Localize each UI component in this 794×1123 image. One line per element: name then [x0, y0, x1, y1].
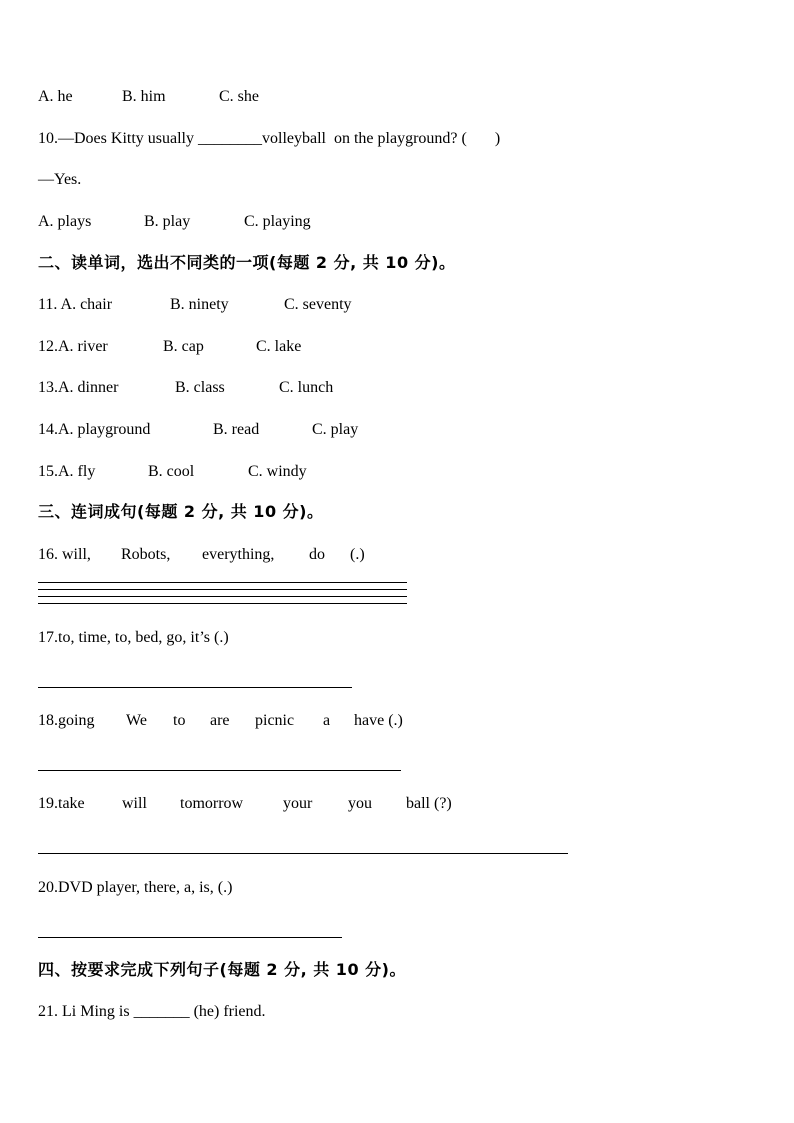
q10-question: 10.—Does Kitty usually ________volleyball on the playground? ( ) [38, 130, 501, 147]
q16-word: do [309, 546, 325, 563]
q12-option-c: C. lake [256, 338, 302, 355]
q10-answer: —Yes. [38, 171, 82, 188]
q19-word: your [283, 795, 313, 812]
q18-word: 18.going [38, 712, 95, 729]
q13-option-a: 13.A. dinner [38, 379, 119, 396]
section-2-title: 二、读单词，选出不同类的一项(每题 2 分, 共 10 分)。 [38, 253, 456, 272]
answer-line [38, 603, 407, 604]
answer-line [38, 589, 407, 590]
q18-word: to [173, 712, 186, 729]
q14-option-c: C. play [312, 421, 359, 438]
section-4-title: 四、按要求完成下列句子(每题 2 分, 共 10 分)。 [38, 960, 406, 979]
q16-word: 16. will, [38, 546, 91, 563]
q10-option-a: A. plays [38, 213, 92, 230]
q19-word: tomorrow [180, 795, 244, 812]
q9-option-c: C. she [219, 88, 259, 105]
q9-option-a: A. he [38, 88, 73, 105]
q15-option-c: C. windy [248, 463, 307, 480]
q14-option-a: 14.A. playground [38, 421, 151, 438]
q19-word: ball (?) [406, 795, 452, 812]
q15-option-b: B. cool [148, 463, 195, 480]
q13-option-b: B. class [175, 379, 225, 396]
q11-option-a: 11. A. chair [38, 296, 113, 313]
q14-option-b: B. read [213, 421, 260, 438]
q20-words: 20.DVD player, there, a, is, (.) [38, 879, 233, 896]
q15-option-a: 15.A. fly [38, 463, 96, 480]
q11-option-c: C. seventy [284, 296, 352, 313]
q9-option-b: B. him [122, 88, 166, 105]
q19-word: you [348, 795, 372, 812]
q19-word: 19.take [38, 795, 85, 812]
q16-word: everything, [202, 546, 275, 563]
q16-word: Robots, [121, 546, 171, 563]
q18-word: picnic [255, 712, 295, 729]
q10-option-b: B. play [144, 213, 191, 230]
q19-word: will [122, 795, 147, 812]
answer-line [38, 596, 407, 597]
q21-sentence: 21. Li Ming is _______ (he) friend. [38, 1003, 266, 1020]
answer-line [38, 853, 568, 854]
q11-option-b: B. ninety [170, 296, 229, 313]
q16-word: (.) [350, 546, 365, 563]
answer-line [38, 582, 407, 583]
q10-option-c: C. playing [244, 213, 311, 230]
answer-line [38, 770, 401, 771]
q18-word: a [323, 712, 331, 729]
q17-words: 17.to, time, to, bed, go, it’s (.) [38, 629, 229, 646]
answer-line [38, 937, 342, 938]
q12-option-b: B. cap [163, 338, 204, 355]
section-3-title: 三、连词成句(每题 2 分, 共 10 分)。 [38, 502, 324, 521]
q18-word: are [210, 712, 230, 729]
q18-word: have (.) [354, 712, 403, 729]
q18-word: We [126, 712, 147, 729]
answer-line [38, 687, 352, 688]
q12-option-a: 12.A. river [38, 338, 108, 355]
q13-option-c: C. lunch [279, 379, 334, 396]
